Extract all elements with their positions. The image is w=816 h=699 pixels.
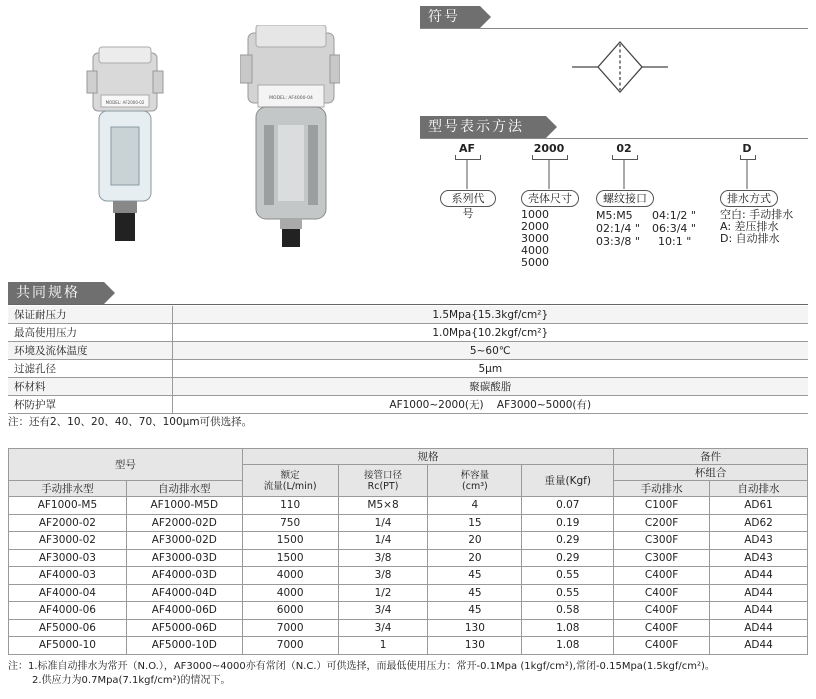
table-row bbox=[9, 567, 808, 585]
table-cell: 1 bbox=[338, 637, 428, 655]
table-cell: 130 bbox=[428, 637, 522, 655]
table-cell: 1/2 bbox=[338, 584, 428, 602]
table-cell: 0.07 bbox=[522, 497, 614, 515]
table-cell: 0.29 bbox=[522, 549, 614, 567]
large-photo-label: MODEL: AF4000-04 bbox=[269, 96, 313, 101]
header-bowl: 杯组合 bbox=[614, 465, 808, 481]
table-note-2: 2.供应力为0.7Mpa(7.1kgf/cm²)的情况下。 bbox=[32, 675, 231, 686]
header-bowl-manual: 手动排水 bbox=[614, 481, 710, 497]
table-cell: 45 bbox=[428, 584, 522, 602]
drain-list: 空白: 手动排水 A: 差压排水 D: 自动排水 bbox=[720, 208, 794, 245]
table-cell: 1500 bbox=[242, 549, 338, 567]
table-row bbox=[9, 549, 808, 567]
table-cell: 1.08 bbox=[522, 619, 614, 637]
symbol-section-rule bbox=[420, 28, 808, 29]
table-cell: 3/8 bbox=[338, 549, 428, 567]
table-cell: AF3000-03D bbox=[126, 549, 242, 567]
label-size: 壳体尺寸 bbox=[521, 190, 579, 207]
table-cell: AF3000-02D bbox=[126, 532, 242, 550]
table-cell: 130 bbox=[428, 619, 522, 637]
table-cell: AF4000-04D bbox=[126, 584, 242, 602]
table-cell: 45 bbox=[428, 567, 522, 585]
table-cell: 750 bbox=[242, 514, 338, 532]
spec-row: 保证耐压力 1.5Mpa{15.3kgf/cm²} bbox=[8, 306, 808, 324]
header-spec: 规格 bbox=[242, 449, 613, 465]
table-cell: AF5000-06 bbox=[9, 619, 127, 637]
table-cell: AF4000-04 bbox=[9, 584, 127, 602]
table-cell: C100F bbox=[614, 497, 710, 515]
table-cell: C400F bbox=[614, 619, 710, 637]
small-photo-label: MODEL: AF2000-02 bbox=[105, 100, 145, 105]
table-row bbox=[9, 602, 808, 620]
table-cell: AF5000-10 bbox=[9, 637, 127, 655]
spec-row: 杯材料 聚碳酸脂 bbox=[8, 378, 808, 396]
size-list: 1000 2000 3000 4000 5000 bbox=[521, 208, 549, 269]
table-cell: 4000 bbox=[242, 584, 338, 602]
table-cell: 45 bbox=[428, 602, 522, 620]
common-spec-rule bbox=[8, 304, 808, 305]
product-photo-large bbox=[240, 25, 340, 250]
table-cell: 6000 bbox=[242, 602, 338, 620]
table-cell: 1500 bbox=[242, 532, 338, 550]
table-cell: C400F bbox=[614, 602, 710, 620]
table-row bbox=[9, 532, 808, 550]
table-cell: C200F bbox=[614, 514, 710, 532]
label-series: 系列代号 bbox=[440, 190, 496, 207]
table-cell: C400F bbox=[614, 567, 710, 585]
table-cell: 0.55 bbox=[522, 584, 614, 602]
label-drain: 排水方式 bbox=[720, 190, 778, 207]
header-weight: 重量(Kgf) bbox=[522, 465, 614, 497]
table-cell: AF2000-02D bbox=[126, 514, 242, 532]
table-cell: AF5000-10D bbox=[126, 637, 242, 655]
spec-row: 环境及流体温度 5~60℃ bbox=[8, 342, 808, 360]
table-cell: AF1000-M5D bbox=[126, 497, 242, 515]
table-cell: AF2000-02 bbox=[9, 514, 127, 532]
table-cell: 3/4 bbox=[338, 602, 428, 620]
table-cell: C300F bbox=[614, 549, 710, 567]
table-cell: C400F bbox=[614, 637, 710, 655]
spec-row: 杯防护罩 AF1000~2000(无) AF3000~5000(有) bbox=[8, 396, 808, 414]
filter-symbol bbox=[570, 36, 670, 98]
table-cell: AD44 bbox=[710, 602, 808, 620]
table-cell: AD61 bbox=[710, 497, 808, 515]
table-cell: C400F bbox=[614, 584, 710, 602]
table-cell: 1/4 bbox=[338, 532, 428, 550]
code-series: AF bbox=[458, 142, 476, 155]
table-cell: AF4000-03D bbox=[126, 567, 242, 585]
code-size: 2000 bbox=[533, 142, 565, 155]
model-table bbox=[8, 448, 808, 655]
table-cell: 110 bbox=[242, 497, 338, 515]
table-row bbox=[9, 514, 808, 532]
header-model: 型号 bbox=[9, 449, 243, 481]
spec-row: 过滤孔径 5μm bbox=[8, 360, 808, 378]
table-cell: 20 bbox=[428, 549, 522, 567]
table-cell: AD43 bbox=[710, 532, 808, 550]
table-cell: 1/4 bbox=[338, 514, 428, 532]
table-cell: M5×8 bbox=[338, 497, 428, 515]
table-cell: AF3000-03 bbox=[9, 549, 127, 567]
table-cell: 0.19 bbox=[522, 514, 614, 532]
table-cell: 1.08 bbox=[522, 637, 614, 655]
table-cell: AF3000-02 bbox=[9, 532, 127, 550]
header-auto: 自动排水型 bbox=[126, 481, 242, 497]
code-drain: D bbox=[742, 142, 752, 155]
table-row bbox=[9, 584, 808, 602]
table-cell: AD44 bbox=[710, 637, 808, 655]
table-cell: AF4000-03 bbox=[9, 567, 127, 585]
header-port: 接管口径 Rc(PT) bbox=[338, 465, 428, 497]
common-spec-note: 注：还有2、10、20、40、70、100μm可供选择。 bbox=[8, 416, 253, 428]
table-cell: AD62 bbox=[710, 514, 808, 532]
table-row bbox=[9, 637, 808, 655]
table-row bbox=[9, 619, 808, 637]
table-note-1: 注：1.标准自动排水为常开（N.O.），AF3000~4000亦有常闭（N.C.）可供选择，而最低使用压力：常开-0.1Mpa (1kgf/cm²),常闭-0.15Mpa(1.5kgf/cm²)。 bbox=[8, 661, 715, 672]
table-cell: 7000 bbox=[242, 637, 338, 655]
table-cell: C300F bbox=[614, 532, 710, 550]
table-cell: 4 bbox=[428, 497, 522, 515]
table-cell: AF1000-M5 bbox=[9, 497, 127, 515]
table-cell: AD44 bbox=[710, 567, 808, 585]
table-row bbox=[9, 497, 808, 515]
table-cell: 3/4 bbox=[338, 619, 428, 637]
spec-row: 最高使用压力 1.0Mpa{10.2kgf/cm²} bbox=[8, 324, 808, 342]
table-cell: 7000 bbox=[242, 619, 338, 637]
product-photo-small bbox=[85, 45, 165, 250]
header-parts: 备件 bbox=[614, 449, 808, 465]
header-manual: 手动排水型 bbox=[9, 481, 127, 497]
symbol-section-title: 符号 bbox=[420, 6, 480, 28]
table-cell: 0.55 bbox=[522, 567, 614, 585]
table-cell: AD43 bbox=[710, 549, 808, 567]
code-thread: 02 bbox=[616, 142, 632, 155]
common-spec-title: 共同规格 bbox=[8, 282, 104, 304]
table-cell: 20 bbox=[428, 532, 522, 550]
model-section-rule bbox=[420, 138, 808, 139]
connector-lines bbox=[440, 159, 780, 191]
table-cell: 15 bbox=[428, 514, 522, 532]
label-thread: 螺纹接口 bbox=[596, 190, 654, 207]
thread-list: M5:M5 04:1/2 " 02:1/4 " 06:3/4 " 03:3/8 " 10:1 " bbox=[596, 209, 696, 248]
table-cell: AF5000-06D bbox=[126, 619, 242, 637]
table-cell: AD44 bbox=[710, 619, 808, 637]
model-section-title: 型号表示方法 bbox=[420, 116, 546, 138]
table-cell: AF4000-06 bbox=[9, 602, 127, 620]
table-cell: 3/8 bbox=[338, 567, 428, 585]
table-cell: 4000 bbox=[242, 567, 338, 585]
table-cell: AD44 bbox=[710, 584, 808, 602]
header-capacity: 杯容量 (cm³) bbox=[428, 465, 522, 497]
header-flow: 额定 流量(L/min) bbox=[242, 465, 338, 497]
header-bowl-auto: 自动排水 bbox=[710, 481, 808, 497]
table-cell: AF4000-06D bbox=[126, 602, 242, 620]
table-cell: 0.58 bbox=[522, 602, 614, 620]
common-spec-table bbox=[8, 306, 808, 414]
table-cell: 0.29 bbox=[522, 532, 614, 550]
